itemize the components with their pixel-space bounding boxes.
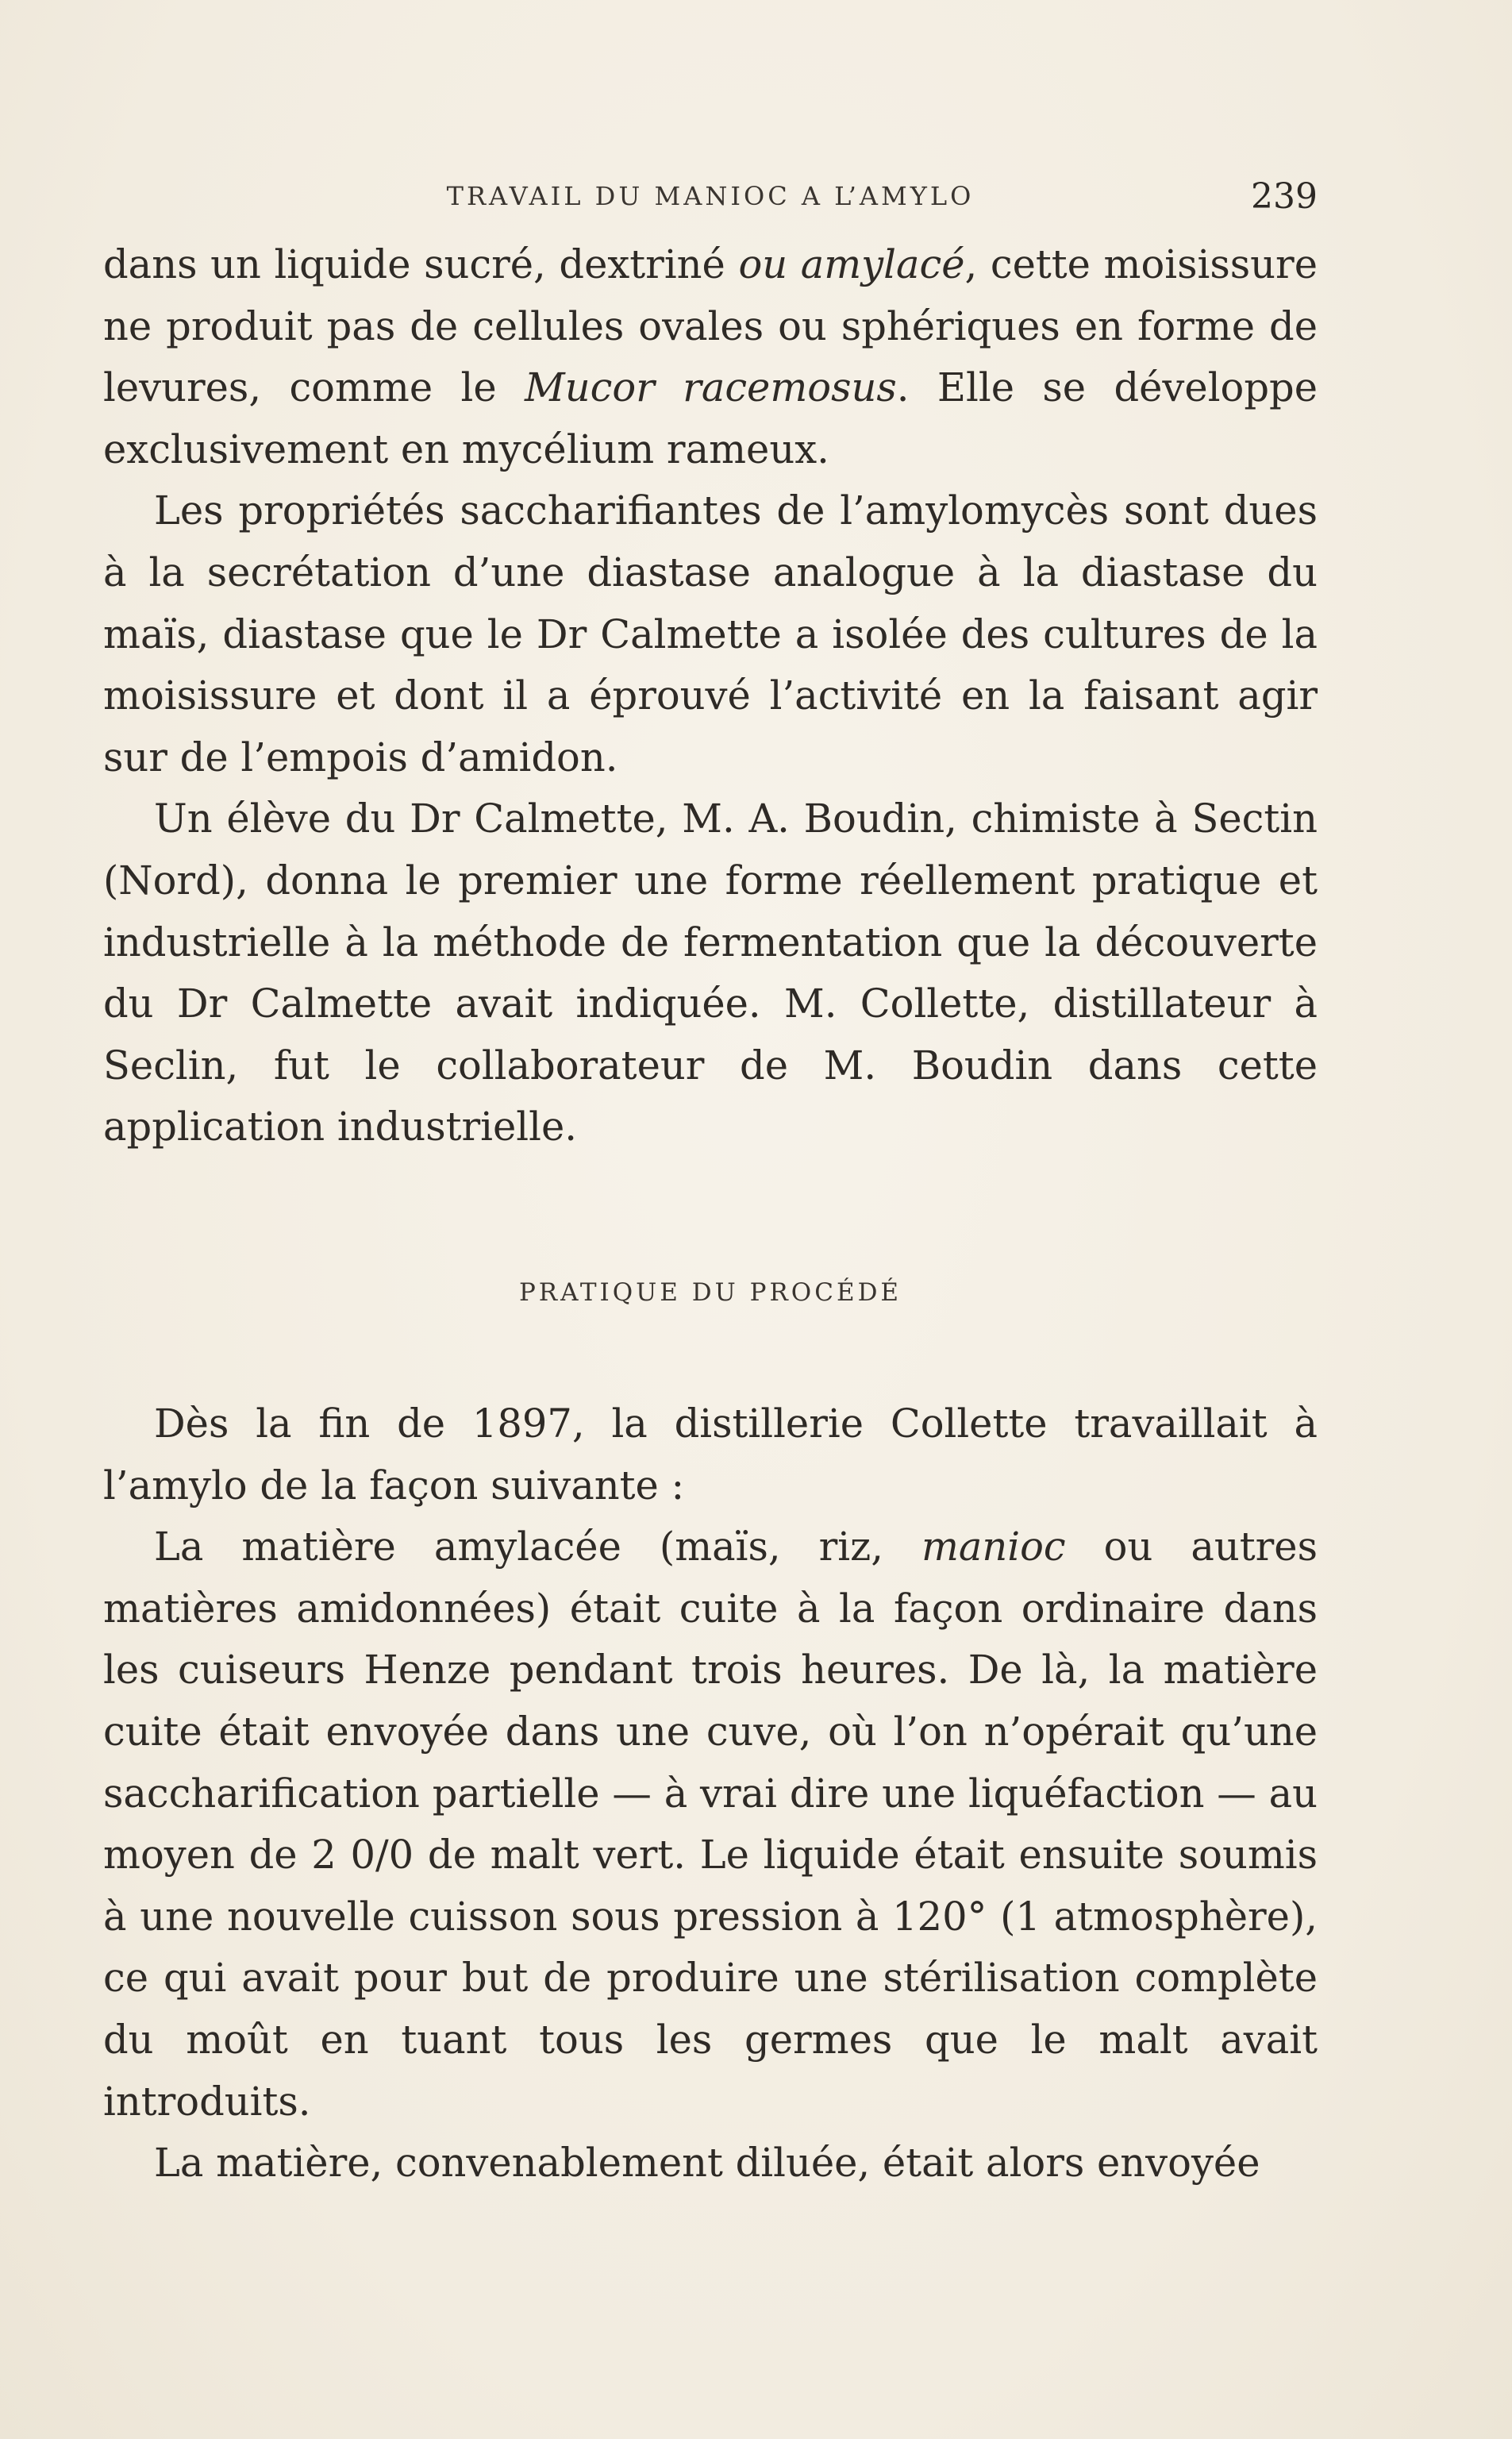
text-block-top: [103, 234, 1318, 1158]
paragraph-matiere: [103, 1516, 1318, 2133]
paragraph-mucor: [103, 234, 1318, 480]
text-run: . Elle se développe exclusivement en mycélium rameux.: [103, 364, 1318, 472]
text-run: ou autres matières amidonnées) était cuite à la façon ordinaire dans les cuiseurs Henze pendant trois heures. De là, la matière cuite était envoyée dans une cuve, où l’on n’opérait qu’une saccharification partielle — à vrai dire une liquéfaction — au moyen de 2 0/0 de malt vert. Le liquide était ensuite soumis à une nouvelle cuisson sous pression à 120° (1 atmosphère), ce qui avait pour but de produire une stérilisation complète du moût en tuant tous les germes que le malt avait introduits.: [103, 1524, 1318, 2125]
italic-run: Mucor racemosus: [525, 364, 897, 411]
section-title: PRATIQUE DU PROCÉDÉ: [518, 1278, 902, 1307]
page-header: [103, 176, 1318, 224]
paragraph-collette: Dès la fin de 1897, la distillerie Collette travaillait à l’amylo de la façon suivante :: [103, 1401, 1318, 1508]
text-run: dans un liquide sucré, dextriné: [103, 241, 739, 287]
italic-run: manioc: [921, 1524, 1066, 1570]
paragraph-diastase: Les propriétés saccharifiantes de l’amylomycès sont dues à la secrétation d’une diastase analogue à la diastase du maïs, diastase que le Dr Calmette a isolée des cultures de la moisissure et dont il a éprouvé l’activité en la faisant agir sur de l’empois d’amidon.: [103, 487, 1318, 780]
italic-run: ou amylacé: [738, 241, 965, 287]
paragraph-diluee: La matière, convenablement diluée, était alors envoyée: [154, 2140, 1260, 2187]
paragraph-boudin: Un élève du Dr Calmette, M. A. Boudin, chimiste à Sectin (Nord), donna le premier une forme réellement pratique et industrielle à la méthode de fermentation que la découverte du Dr Calmette avait indiquée. M. Collette, distillateur à Seclin, fut le collaborateur de M. Boudin dans cette application industrielle.: [103, 796, 1318, 1150]
text-run: La matière amylacée (maïs, riz,: [154, 1524, 921, 1570]
text-run: , cette moisissure ne produit pas de cellules ovales ou sphériques en forme de levures, comme le: [103, 241, 1318, 411]
text-block-bottom: [103, 1393, 1318, 2194]
running-head: TRAVAIL DU MANIOC A L’AMYLO: [446, 181, 975, 211]
page-number: 239: [1251, 176, 1318, 217]
